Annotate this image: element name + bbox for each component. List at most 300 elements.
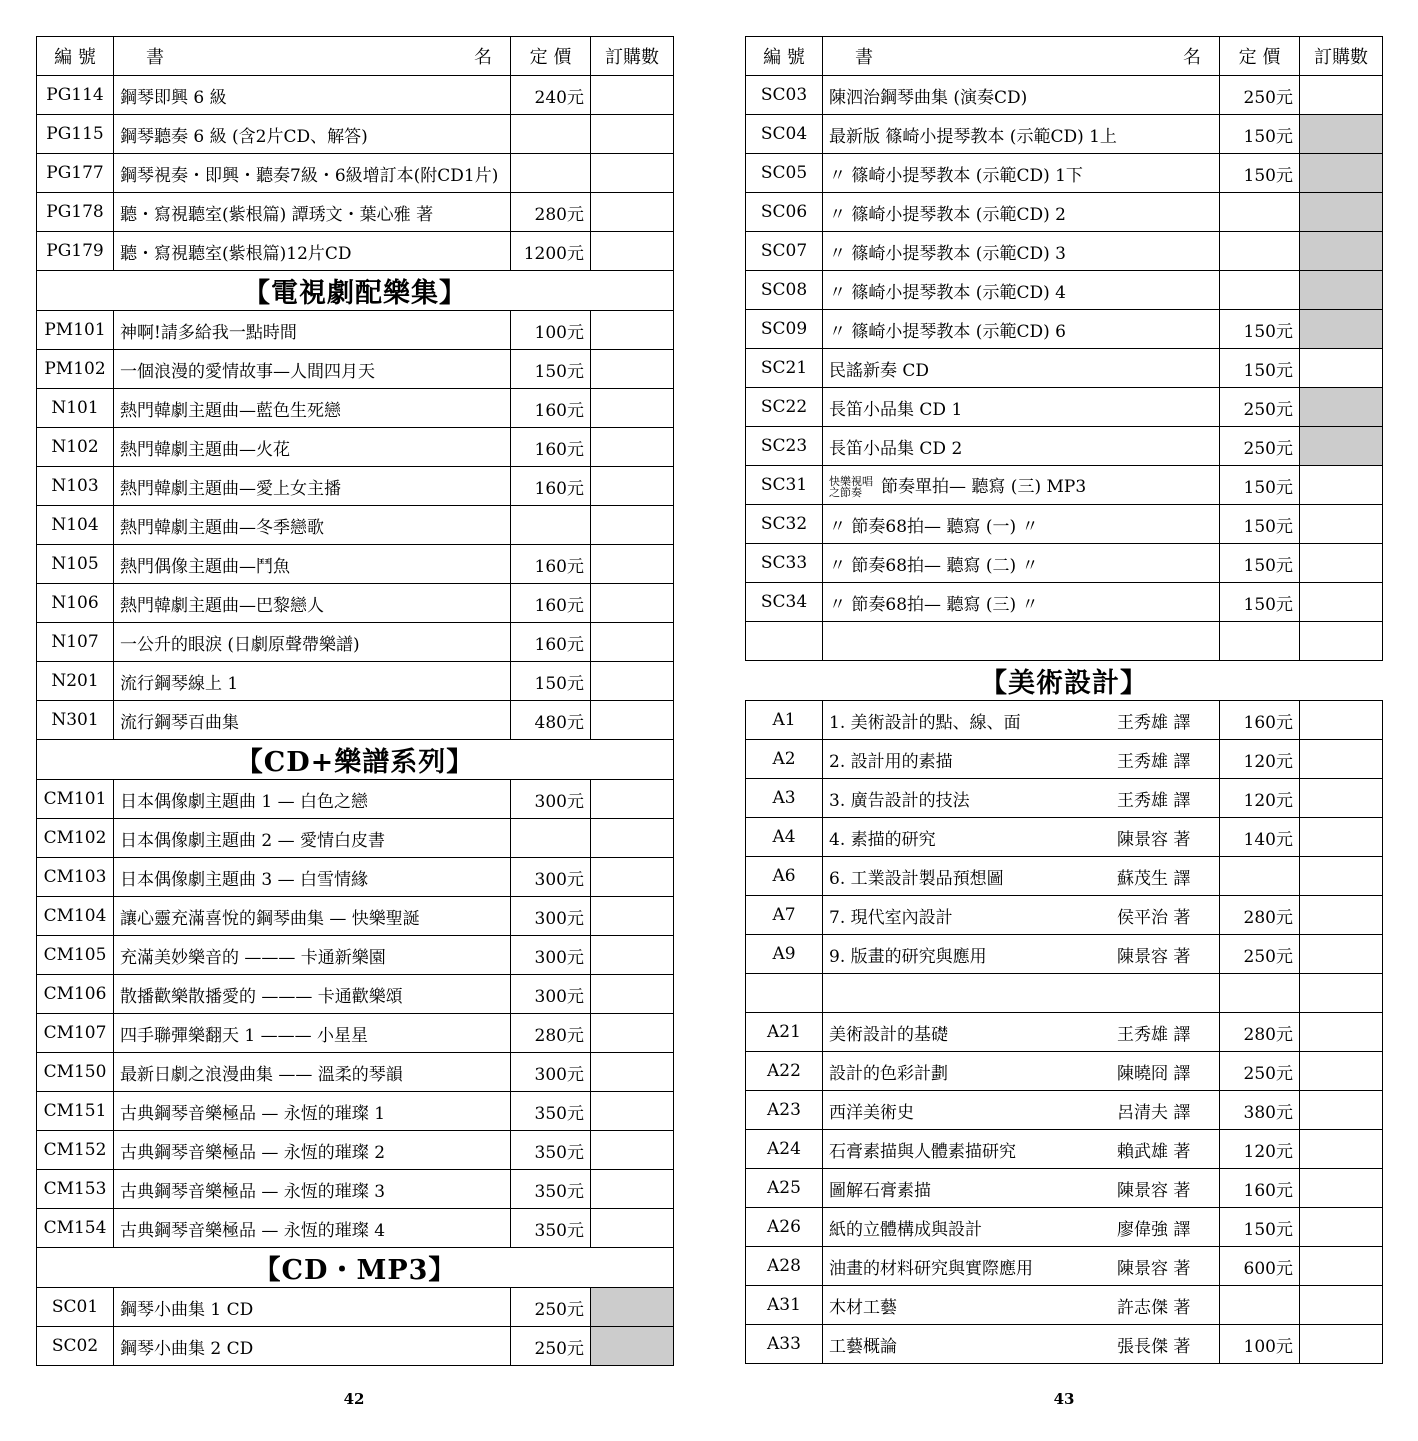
book-title-wrap xyxy=(120,83,504,108)
book-title-text: 圖解石膏素描 xyxy=(829,1180,931,1201)
order-quantity-cell[interactable] xyxy=(1300,935,1383,974)
order-quantity-cell[interactable] xyxy=(591,662,674,701)
book-title xyxy=(120,1295,504,1320)
book-code: CM150 xyxy=(37,1053,114,1092)
book-title-cell xyxy=(823,583,1220,622)
order-quantity-cell[interactable] xyxy=(591,467,674,506)
order-quantity-cell[interactable] xyxy=(1300,427,1383,466)
order-quantity-cell[interactable] xyxy=(1300,1052,1383,1091)
book-author: 王秀雄 譯 xyxy=(1117,790,1191,811)
book-title xyxy=(120,1099,504,1124)
book-title-text: 〃 節奏68拍— 聽寫 (一) 〃 xyxy=(829,516,1039,537)
order-quantity-cell[interactable] xyxy=(1300,818,1383,857)
book-title-cell xyxy=(114,389,511,428)
book-author: 許志傑 著 xyxy=(1117,1297,1191,1318)
book-title xyxy=(829,1176,1117,1201)
table-row xyxy=(37,389,674,428)
order-quantity-cell[interactable] xyxy=(591,623,674,662)
book-title-text: 流行鋼琴百曲集 xyxy=(120,712,239,733)
page-number-left: 42 xyxy=(343,1390,365,1408)
order-quantity-cell[interactable] xyxy=(591,584,674,623)
order-quantity-cell[interactable] xyxy=(1300,1325,1383,1364)
book-code: PG114 xyxy=(37,76,114,115)
table-row xyxy=(37,780,674,819)
order-quantity-cell[interactable] xyxy=(1300,779,1383,818)
order-quantity-cell[interactable] xyxy=(1300,193,1383,232)
book-title-text: 〃 節奏68拍— 聽寫 (三) 〃 xyxy=(829,594,1039,615)
book-price: 150元 xyxy=(1220,349,1300,388)
table-row xyxy=(37,1053,674,1092)
book-title xyxy=(120,1177,504,1202)
book-title-text: 聽・寫視聽室(紫根篇)12片CD xyxy=(120,243,352,264)
book-title xyxy=(829,1059,1117,1084)
order-quantity-cell[interactable] xyxy=(1300,115,1383,154)
book-code: A1 xyxy=(746,701,823,740)
book-author: 廖偉強 譯 xyxy=(1117,1219,1191,1240)
book-title-wrap xyxy=(829,1059,1213,1084)
book-title-cell xyxy=(114,115,511,154)
book-title-cell xyxy=(823,310,1220,349)
book-price: 120元 xyxy=(1220,779,1300,818)
book-code: CM151 xyxy=(37,1092,114,1131)
book-title-cell xyxy=(823,740,1220,779)
book-title-cell xyxy=(823,818,1220,857)
book-price: 160元 xyxy=(1220,1169,1300,1208)
book-price: 150元 xyxy=(1220,310,1300,349)
book-title-wrap xyxy=(120,239,504,264)
order-quantity-cell[interactable] xyxy=(591,506,674,545)
book-title-wrap xyxy=(829,1098,1213,1123)
order-quantity-cell[interactable] xyxy=(1300,1208,1383,1247)
book-price: 300元 xyxy=(511,780,591,819)
book-price: 160元 xyxy=(511,467,591,506)
book-price: 300元 xyxy=(511,975,591,1014)
book-title-text: 〃 篠崎小提琴教本 (示範CD) 3 xyxy=(829,243,1066,264)
table-row xyxy=(37,936,674,975)
book-title-cell xyxy=(823,857,1220,896)
book-title-text: 日本偶像劇主題曲 1 — 白色之戀 xyxy=(120,791,369,812)
table-row xyxy=(746,1013,1383,1052)
book-title-cell xyxy=(823,232,1220,271)
section-row xyxy=(37,740,674,780)
book-title-cell xyxy=(823,1091,1220,1130)
order-quantity-cell[interactable] xyxy=(591,858,674,897)
book-code: SC07 xyxy=(746,232,823,271)
book-author: 賴武雄 著 xyxy=(1117,1141,1191,1162)
catalog-table-right xyxy=(745,36,1383,1364)
order-quantity-cell[interactable] xyxy=(591,389,674,428)
book-title-text: 古典鋼琴音樂極品 — 永恆的璀璨 1 xyxy=(120,1103,386,1124)
book-title-text: 四手聯彈樂翻天 1 ——— 小星星 xyxy=(120,1025,369,1046)
book-title-wrap xyxy=(120,669,504,694)
order-quantity-cell[interactable] xyxy=(591,701,674,740)
header-name xyxy=(823,37,1220,76)
book-title-text: 木材工藝 xyxy=(829,1297,897,1318)
section-row xyxy=(37,271,674,311)
book-code: PM101 xyxy=(37,311,114,350)
header-name-right: 名 xyxy=(474,47,492,68)
book-title-cell xyxy=(114,975,511,1014)
table-row xyxy=(746,1208,1383,1247)
book-title xyxy=(829,434,1213,459)
table-row xyxy=(746,1169,1383,1208)
book-title-text: 熱門韓劇主題曲—巴黎戀人 xyxy=(120,595,324,616)
book-title-wrap xyxy=(829,200,1213,225)
book-price: 600元 xyxy=(1220,1247,1300,1286)
book-title-wrap xyxy=(829,278,1213,303)
book-title-wrap xyxy=(120,904,504,929)
book-code: SC05 xyxy=(746,154,823,193)
book-title-cell xyxy=(114,232,511,271)
table-row xyxy=(37,819,674,858)
book-title-cell xyxy=(114,858,511,897)
book-title-cell xyxy=(114,897,511,936)
book-price: 280元 xyxy=(511,1014,591,1053)
table-row xyxy=(37,662,674,701)
book-title-wrap xyxy=(120,1138,504,1163)
order-quantity-cell[interactable] xyxy=(591,1327,674,1366)
order-quantity-cell[interactable] xyxy=(1300,544,1383,583)
table-row xyxy=(746,427,1383,466)
book-title-text: 充滿美妙樂音的 ——— 卡通新樂園 xyxy=(120,947,386,968)
book-code: PG115 xyxy=(37,115,114,154)
book-title xyxy=(829,83,1213,108)
order-quantity-cell[interactable] xyxy=(591,350,674,389)
table-row xyxy=(37,467,674,506)
book-title-wrap xyxy=(829,1020,1213,1045)
book-title xyxy=(829,472,1213,499)
book-price: 280元 xyxy=(1220,1013,1300,1052)
header-code: 編 號 xyxy=(37,37,114,76)
table-row xyxy=(37,1327,674,1366)
book-title-cell xyxy=(114,311,511,350)
book-code: SC32 xyxy=(746,505,823,544)
book-title-wrap xyxy=(120,1295,504,1320)
book-price: 350元 xyxy=(511,1131,591,1170)
book-price xyxy=(511,819,591,858)
order-quantity-cell[interactable] xyxy=(1300,388,1383,427)
table-row xyxy=(746,388,1383,427)
order-quantity-cell[interactable] xyxy=(1300,896,1383,935)
book-title xyxy=(829,1215,1117,1240)
book-code: N201 xyxy=(37,662,114,701)
book-price: 160元 xyxy=(511,623,591,662)
book-title-wrap xyxy=(829,551,1213,576)
book-code: CM153 xyxy=(37,1170,114,1209)
book-title-cell xyxy=(114,350,511,389)
book-title xyxy=(120,122,504,147)
book-code: A4 xyxy=(746,818,823,857)
book-title-cell xyxy=(823,505,1220,544)
table-row xyxy=(37,623,674,662)
book-price xyxy=(511,115,591,154)
book-code: CM152 xyxy=(37,1131,114,1170)
book-code: N105 xyxy=(37,545,114,584)
order-quantity-cell[interactable] xyxy=(1300,232,1383,271)
table-row xyxy=(746,544,1383,583)
book-author: 陳景容 著 xyxy=(1117,1258,1191,1279)
order-quantity-cell[interactable] xyxy=(1300,857,1383,896)
book-title-wrap xyxy=(829,1137,1213,1162)
book-title xyxy=(829,786,1117,811)
book-title-text: 6. 工業設計製品預想圖 xyxy=(829,868,1004,889)
book-title-wrap xyxy=(829,512,1213,537)
order-quantity-cell[interactable] xyxy=(591,193,674,232)
book-title-text: 神啊!請多給我一點時間 xyxy=(120,322,297,343)
table-row xyxy=(746,935,1383,974)
table-row xyxy=(746,193,1383,232)
table-row xyxy=(746,1286,1383,1325)
order-quantity-cell[interactable] xyxy=(1300,505,1383,544)
book-title-text: 〃 篠崎小提琴教本 (示範CD) 4 xyxy=(829,282,1066,303)
book-title-text: 熱門偶像主題曲—鬥魚 xyxy=(120,556,290,577)
book-title-wrap xyxy=(829,1254,1213,1279)
book-title xyxy=(829,239,1213,264)
book-title-text: 鋼琴即興 6 級 xyxy=(120,87,227,108)
book-price: 300元 xyxy=(511,858,591,897)
order-quantity-cell[interactable] xyxy=(591,936,674,975)
order-quantity-cell[interactable] xyxy=(1300,740,1383,779)
order-quantity-cell[interactable] xyxy=(591,819,674,858)
blank-cell xyxy=(746,974,823,1013)
order-quantity-cell[interactable] xyxy=(591,1131,674,1170)
book-title xyxy=(829,1137,1117,1162)
book-title-text: 散播歡樂散播愛的 ——— 卡通歡樂頌 xyxy=(120,986,403,1007)
book-title-cell xyxy=(823,1325,1220,1364)
order-quantity-cell[interactable] xyxy=(1300,271,1383,310)
book-price: 150元 xyxy=(1220,115,1300,154)
order-quantity-cell[interactable] xyxy=(1300,1169,1383,1208)
book-title xyxy=(829,1332,1117,1357)
book-code: CM102 xyxy=(37,819,114,858)
table-header-row xyxy=(746,37,1383,76)
order-quantity-cell[interactable] xyxy=(1300,1013,1383,1052)
book-title-wrap xyxy=(120,161,504,186)
book-price: 150元 xyxy=(511,350,591,389)
order-quantity-cell[interactable] xyxy=(1300,466,1383,505)
book-title xyxy=(829,708,1117,733)
book-price: 300元 xyxy=(511,897,591,936)
book-code: A6 xyxy=(746,857,823,896)
table-row xyxy=(746,896,1383,935)
book-title-text: 紙的立體構成與設計 xyxy=(829,1219,982,1240)
book-code: CM107 xyxy=(37,1014,114,1053)
order-quantity-cell[interactable] xyxy=(591,232,674,271)
blank-cell xyxy=(823,974,1220,1013)
book-price xyxy=(511,506,591,545)
book-price: 480元 xyxy=(511,701,591,740)
header-name xyxy=(114,37,511,76)
order-quantity-cell[interactable] xyxy=(1300,1091,1383,1130)
book-title-wrap xyxy=(829,590,1213,615)
series-prefix-top: 快樂視唱 xyxy=(829,475,873,489)
book-title-wrap xyxy=(120,396,504,421)
table-row xyxy=(746,466,1383,505)
book-title-cell xyxy=(114,584,511,623)
book-title-text: 古典鋼琴音樂極品 — 永恆的璀璨 2 xyxy=(120,1142,386,1163)
order-quantity-cell[interactable] xyxy=(591,1170,674,1209)
order-quantity-cell[interactable] xyxy=(591,1092,674,1131)
book-code: A33 xyxy=(746,1325,823,1364)
book-title-cell xyxy=(823,701,1220,740)
header-price: 定 價 xyxy=(511,37,591,76)
book-code: A23 xyxy=(746,1091,823,1130)
order-quantity-cell[interactable] xyxy=(1300,154,1383,193)
book-title xyxy=(829,278,1213,303)
order-quantity-cell[interactable] xyxy=(591,428,674,467)
book-title xyxy=(829,903,1117,928)
book-title-cell xyxy=(114,428,511,467)
order-quantity-cell[interactable] xyxy=(1300,583,1383,622)
book-title-wrap xyxy=(829,708,1213,733)
book-title-cell xyxy=(114,193,511,232)
book-title-wrap xyxy=(120,122,504,147)
table-row xyxy=(37,350,674,389)
book-price: 100元 xyxy=(1220,1325,1300,1364)
order-quantity-cell[interactable] xyxy=(591,1053,674,1092)
book-title xyxy=(829,942,1117,967)
book-title-cell xyxy=(823,76,1220,115)
book-title xyxy=(829,1020,1117,1045)
book-title-wrap xyxy=(829,1215,1213,1240)
order-quantity-cell[interactable] xyxy=(591,1209,674,1248)
table-row xyxy=(37,1092,674,1131)
book-title-wrap xyxy=(829,747,1213,772)
order-quantity-cell[interactable] xyxy=(591,115,674,154)
book-title-wrap xyxy=(120,200,504,225)
table-row xyxy=(746,740,1383,779)
order-quantity-cell[interactable] xyxy=(1300,349,1383,388)
book-title-cell xyxy=(114,1327,511,1366)
table-row xyxy=(37,975,674,1014)
book-title-text: 讓心靈充滿喜悅的鋼琴曲集 — 快樂聖誕 xyxy=(120,908,420,929)
page-number-right: 43 xyxy=(1053,1390,1075,1408)
book-title-cell xyxy=(823,935,1220,974)
table-row xyxy=(37,311,674,350)
book-code: CM106 xyxy=(37,975,114,1014)
book-title-wrap xyxy=(829,83,1213,108)
book-title xyxy=(120,1216,504,1241)
book-title-text: 古典鋼琴音樂極品 — 永恆的璀璨 3 xyxy=(120,1181,386,1202)
book-title-cell xyxy=(114,701,511,740)
catalog-page-left xyxy=(36,36,673,1366)
book-title-text: 節奏單拍— 聽寫 (三) MP3 xyxy=(881,476,1087,497)
book-title-wrap xyxy=(120,708,504,733)
order-quantity-cell[interactable] xyxy=(1300,76,1383,115)
book-code: N102 xyxy=(37,428,114,467)
book-price: 250元 xyxy=(1220,427,1300,466)
order-quantity-cell[interactable] xyxy=(1300,974,1383,1013)
book-title-wrap xyxy=(829,864,1213,889)
table-row xyxy=(37,506,674,545)
book-title-wrap xyxy=(829,942,1213,967)
blank-cell xyxy=(746,622,823,661)
book-title-wrap xyxy=(120,552,504,577)
book-price xyxy=(1220,232,1300,271)
table-row xyxy=(746,1130,1383,1169)
order-quantity-cell[interactable] xyxy=(1300,1286,1383,1325)
table-row xyxy=(746,154,1383,193)
book-price: 160元 xyxy=(511,584,591,623)
order-quantity-cell[interactable] xyxy=(591,1014,674,1053)
order-quantity-cell[interactable] xyxy=(591,1288,674,1327)
book-price xyxy=(1220,193,1300,232)
book-title-cell xyxy=(114,467,511,506)
catalog-table-left xyxy=(36,36,674,1366)
order-quantity-cell[interactable] xyxy=(591,780,674,819)
book-code: SC02 xyxy=(37,1327,114,1366)
book-price: 380元 xyxy=(1220,1091,1300,1130)
order-quantity-cell[interactable] xyxy=(1300,310,1383,349)
book-title-text: 一個浪漫的愛情故事—人間四月天 xyxy=(120,361,375,382)
book-title-text: 長笛小品集 CD 2 xyxy=(829,438,963,459)
table-row xyxy=(37,858,674,897)
book-title-wrap xyxy=(829,825,1213,850)
book-title xyxy=(829,512,1213,537)
section-row xyxy=(746,661,1383,701)
book-title-text: 〃 節奏68拍— 聽寫 (二) 〃 xyxy=(829,555,1039,576)
order-quantity-cell[interactable] xyxy=(591,76,674,115)
book-title-cell xyxy=(114,1131,511,1170)
book-author: 陳景容 著 xyxy=(1117,829,1191,850)
book-title xyxy=(120,1138,504,1163)
order-quantity-cell[interactable] xyxy=(591,154,674,193)
table-row xyxy=(746,310,1383,349)
book-title xyxy=(120,826,504,851)
book-title xyxy=(120,239,504,264)
book-price: 250元 xyxy=(1220,76,1300,115)
book-title-text: 聽・寫視聽室(紫根篇) 譚琇文・葉心雅 著 xyxy=(120,204,434,225)
book-code: SC04 xyxy=(746,115,823,154)
book-title xyxy=(120,865,504,890)
table-row xyxy=(37,428,674,467)
book-title-wrap xyxy=(829,122,1213,147)
book-code: A22 xyxy=(746,1052,823,1091)
order-quantity-cell[interactable] xyxy=(1300,1130,1383,1169)
order-quantity-cell[interactable] xyxy=(591,545,674,584)
section-title: 【CD・MP3】 xyxy=(37,1248,674,1288)
order-quantity-cell[interactable] xyxy=(1300,622,1383,661)
book-title-cell xyxy=(114,936,511,975)
book-title-cell xyxy=(823,115,1220,154)
book-price: 350元 xyxy=(511,1170,591,1209)
book-price xyxy=(511,154,591,193)
book-title-wrap xyxy=(829,395,1213,420)
book-title xyxy=(120,591,504,616)
header-order: 訂購數 xyxy=(1300,37,1383,76)
order-quantity-cell[interactable] xyxy=(591,311,674,350)
book-price xyxy=(1220,857,1300,896)
book-price: 250元 xyxy=(511,1288,591,1327)
book-price: 350元 xyxy=(511,1092,591,1131)
section-title: 【美術設計】 xyxy=(746,661,1383,701)
book-title-wrap xyxy=(829,1293,1213,1318)
book-price: 160元 xyxy=(511,428,591,467)
book-title xyxy=(829,161,1213,186)
book-title-cell xyxy=(823,1130,1220,1169)
order-quantity-cell[interactable] xyxy=(591,897,674,936)
order-quantity-cell[interactable] xyxy=(1300,701,1383,740)
book-title xyxy=(120,630,504,655)
book-title-text: 日本偶像劇主題曲 2 — 愛情白皮書 xyxy=(120,830,386,851)
book-title-wrap xyxy=(829,1332,1213,1357)
book-title-cell xyxy=(823,544,1220,583)
order-quantity-cell[interactable] xyxy=(591,975,674,1014)
header-name-left: 書 xyxy=(855,47,873,68)
book-title-text: 工藝概論 xyxy=(829,1336,897,1357)
book-price: 250元 xyxy=(1220,388,1300,427)
order-quantity-cell[interactable] xyxy=(1300,1247,1383,1286)
